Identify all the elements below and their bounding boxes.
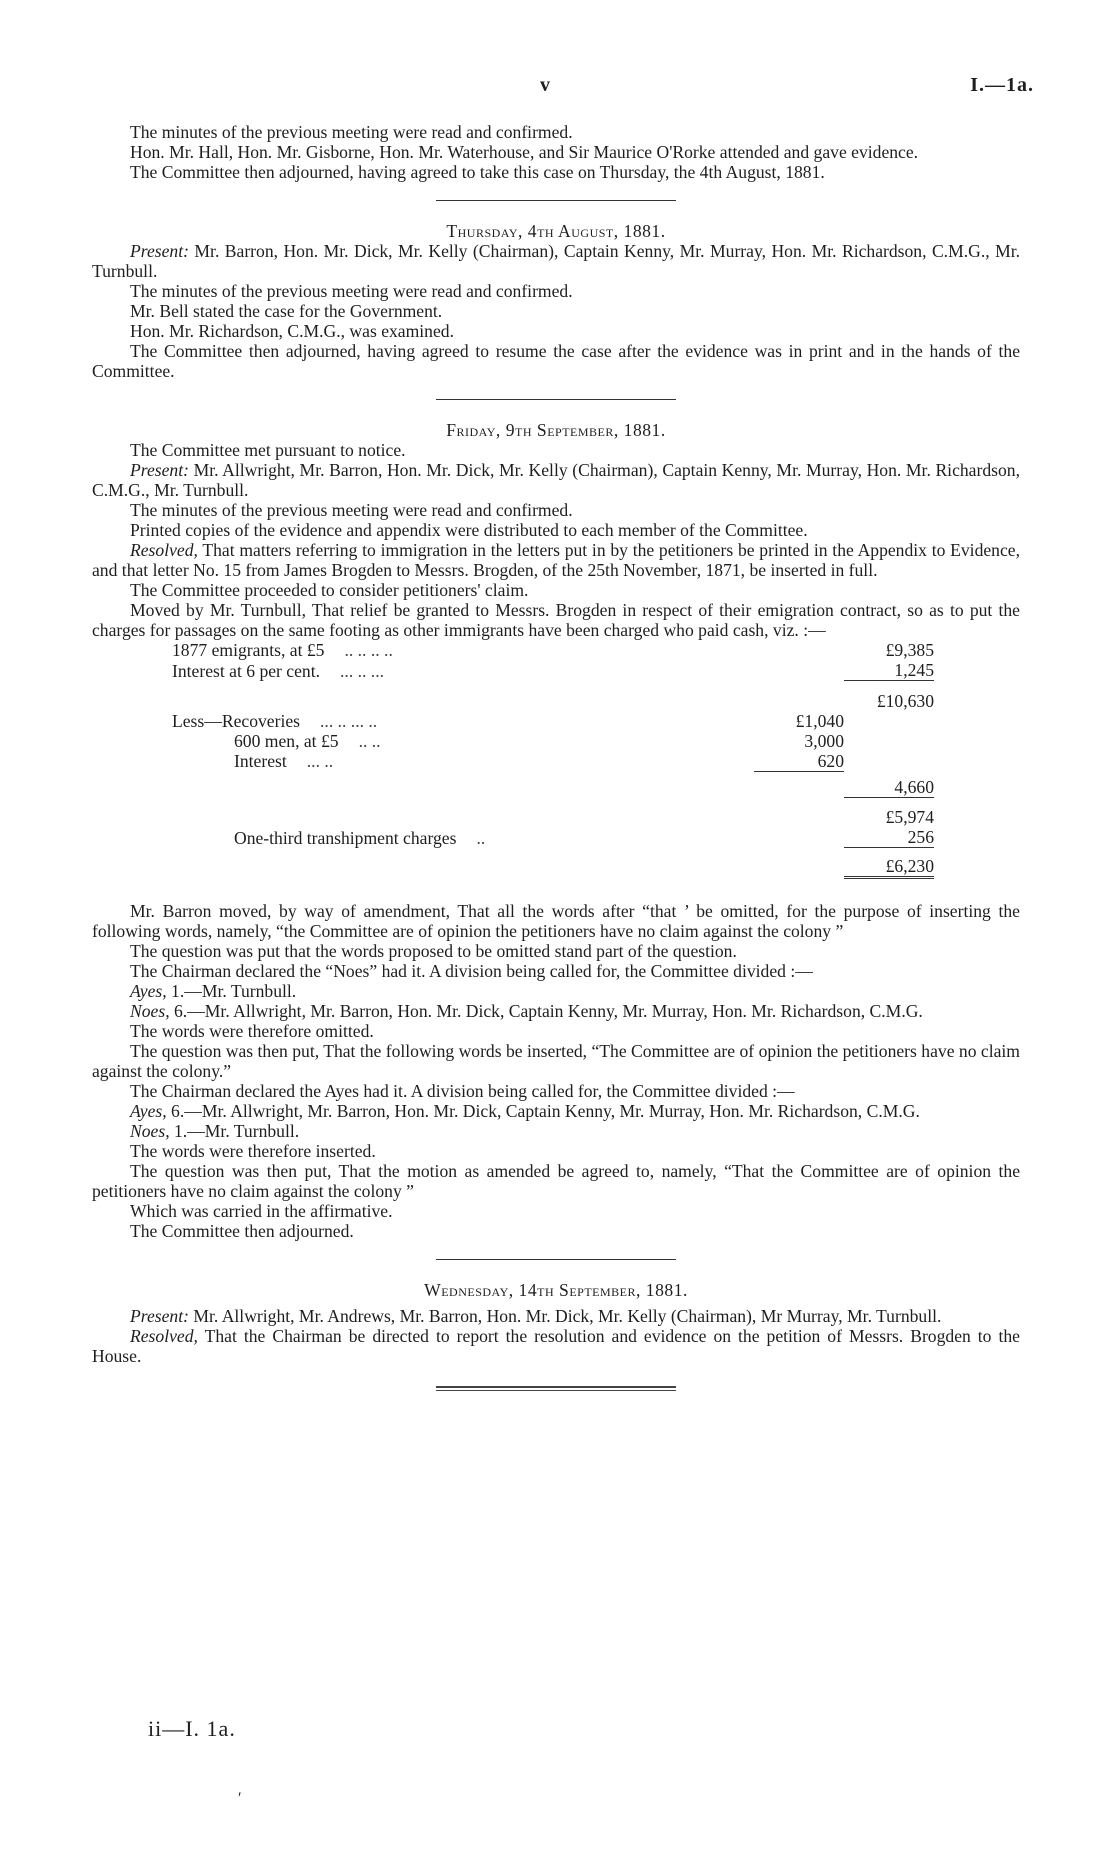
account-row: 600 men, at £5 .. .. 3,000 bbox=[234, 730, 844, 751]
adjourned-aug4: The Committee then adjourned, having agreed to resume the case after the evidence was in print and in the hands of the Committee. bbox=[92, 341, 1020, 381]
signature-footer: ii—I. 1a. bbox=[148, 1716, 236, 1741]
minutes-sep9: The minutes of the previous meeting were read and confirmed. bbox=[130, 500, 573, 520]
closing-divider bbox=[436, 1386, 676, 1391]
intro-adjourned: The Committee then adjourned, having agreed to take this case on Thursday, the 4th August, 1881. bbox=[130, 162, 825, 182]
met-notice: The Committee met pursuant to notice. bbox=[130, 440, 406, 460]
richardson-examined: Hon. Mr. Richardson, C.M.G., was examined. bbox=[130, 321, 454, 341]
resolved-sep9: Resolved, That matters referring to immigration in the letters put in by the petitioners be printed in the Appendix to Evidence, and that letter No. 15 from James Brogden to Messrs. Brogden, of the 25th November, 1871, be inserted in full. bbox=[92, 540, 1020, 580]
present-sep14: Present: Mr. Allwright, Mr. Andrews, Mr. Barron, Hon. Mr. Dick, Mr. Kelly (Chairman), Mr Murray, Mr. Turnbull. bbox=[130, 1306, 942, 1326]
meeting-heading-sep9: Friday, 9th September, 1881. bbox=[446, 420, 666, 440]
resolved-sep14: Resolved, That the Chairman be directed to report the resolution and evidence on the petition of Messrs. Brogden to the House. bbox=[92, 1326, 1020, 1366]
proceeded: The Committee proceeded to consider petitioners' claim. bbox=[130, 580, 529, 600]
account-row: £10,630 bbox=[876, 690, 934, 711]
page-number: v bbox=[540, 74, 550, 96]
ayes-2: Ayes, 6.—Mr. Allwright, Mr. Barron, Hon. Mr. Dick, Captain Kenny, Mr. Murray, Hon. Mr. Richardson, C.M.G. bbox=[130, 1101, 920, 1121]
chairman-declared-2: The Chairman declared the Ayes had it. A division being called for, the Committee divided :— bbox=[130, 1081, 795, 1101]
question-2: The question was then put, That the following words be inserted, “The Committee are of opinion the petitioners have no claim against the colony.” bbox=[92, 1041, 1020, 1081]
document-body bbox=[92, 122, 1020, 1413]
divider bbox=[436, 200, 676, 201]
account-table bbox=[172, 640, 934, 879]
question-3: The question was then put, That the motion as amended be agreed to, namely, “That the Committee are of opinion the petitioners have no claim against the colony ” bbox=[92, 1161, 1020, 1201]
bell-statement: Mr. Bell stated the case for the Government. bbox=[130, 301, 443, 321]
adjourned-sep9: The Committee then adjourned. bbox=[130, 1221, 354, 1241]
account-row: Less—Recoveries ... .. ... .. £1,040 bbox=[172, 710, 844, 731]
turnbull-motion: Moved by Mr. Turnbull, That relief be granted to Messrs. Brogden in respect of their emigration contract, so as to put the charges for passages on the same footing as other immigrants have been charged who paid cash, viz. :— bbox=[92, 600, 1020, 640]
stray-mark: ′ bbox=[238, 1790, 242, 1807]
account-row: Interest ... .. 620 bbox=[234, 750, 844, 771]
minutes-aug4: The minutes of the previous meeting were read and confirmed. bbox=[130, 281, 573, 301]
noes-2: Noes, 1.—Mr. Turnbull. bbox=[130, 1121, 300, 1141]
words-inserted: The words were therefore inserted. bbox=[130, 1141, 376, 1161]
divider bbox=[436, 399, 676, 400]
printed-copies: Printed copies of the evidence and appendix were distributed to each member of the Committee. bbox=[130, 520, 808, 540]
divider bbox=[436, 1259, 676, 1260]
meeting-heading-sep14: Wednesday, 14th September, 1881. bbox=[424, 1280, 688, 1300]
barron-amendment: Mr. Barron moved, by way of amendment, That all the words after “that ’ be omitted, for the purpose of inserting the following words, namely, “the Committee are of opinion the petitioners have no claim against the colony ” bbox=[92, 901, 1020, 941]
account-row: One-third transhipment charges .. 256 bbox=[234, 827, 934, 848]
account-row: 4,660 bbox=[172, 771, 934, 797]
meeting-heading-aug4: Thursday, 4th August, 1881. bbox=[446, 221, 666, 241]
intro-minutes: The minutes of the previous meeting were read and confirmed. bbox=[130, 122, 573, 142]
present-aug4: Present: Mr. Barron, Hon. Mr. Dick, Mr. Kelly (Chairman), Captain Kenny, Mr. Murray, Hon. Mr. Richardson, C.M.G., Mr. Turnbull. bbox=[92, 241, 1020, 281]
account-row: 1877 emigrants, at £5 .. .. .. .. £9,385 bbox=[172, 640, 934, 660]
noes-1: Noes, 6.—Mr. Allwright, Mr. Barron, Hon. Mr. Dick, Captain Kenny, Mr. Murray, Hon. Mr. Richardson, C.M.G. bbox=[130, 1001, 923, 1021]
document-reference: I.—1a. bbox=[970, 74, 1034, 96]
account-row: £5,974 bbox=[885, 807, 934, 827]
account-row: Interest at 6 per cent. ... .. ... 1,245 bbox=[172, 660, 934, 681]
words-omitted: The words were therefore omitted. bbox=[130, 1021, 374, 1041]
chairman-declared-1: The Chairman declared the “Noes” had it. A division being called for, the Committee divided :— bbox=[130, 961, 813, 981]
intro-evidence: Hon. Mr. Hall, Hon. Mr. Gisborne, Hon. Mr. Waterhouse, and Sir Maurice O'Rorke attended and gave evidence. bbox=[130, 142, 919, 162]
ayes-1: Ayes, 1.—Mr. Turnbull. bbox=[130, 981, 297, 1001]
present-sep9: Present: Mr. Allwright, Mr. Barron, Hon. Mr. Dick, Mr. Kelly (Chairman), Captain Kenny, Mr. Murray, Hon. Mr. Richardson, C.M.G., Mr. Turnbull. bbox=[92, 460, 1020, 500]
carried: Which was carried in the affirmative. bbox=[130, 1201, 393, 1221]
question-1: The question was put that the words proposed to be omitted stand part of the question. bbox=[130, 941, 737, 961]
account-row: £6,230 bbox=[172, 848, 934, 878]
